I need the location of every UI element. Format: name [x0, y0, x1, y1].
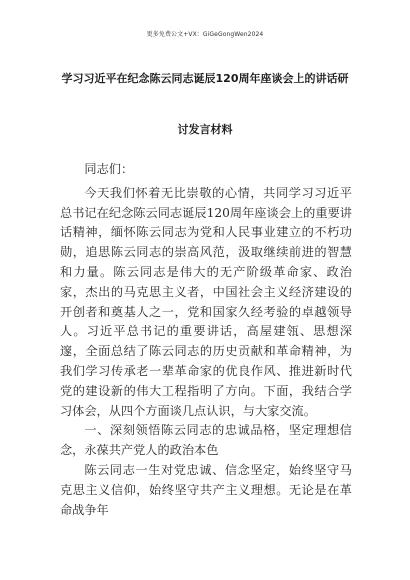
document-body: [60, 160, 352, 520]
document-title-line-2: 讨发言材料: [177, 123, 233, 136]
body-paragraph-intro: 今天我们怀着无比崇敬的心情，共同学习习近平总书记在纪念陈云同志诞辰120周年座谈会上的重要讲话精神，缅怀陈云同志为党和人民事业建立的不朽功勋，追思陈云同志的崇高风范，汲取继续前进的智慧和力量。陈云同志是伟大的无产阶级革命家、政治家，杰出的马克思主义者，中国社会主义经济建设的开创者和奠基人之一，党和国家久经考验的卓越领导人。习近平总书记的重要讲话，高屋建瓴、思想深邃，全面总结了陈云同志的历史贡献和革命精神，为我们学习传承老一辈革命家的优良作风、推进新时代党的建设新的伟大工程指明了方向。下面，我结合学习体会，从四个方面谈几点认识，与大家交流。: [60, 185, 352, 418]
salutation: 同志们：: [84, 162, 134, 176]
header-note: 更多免费公文+VX：GiGeGongWen2024: [146, 31, 264, 38]
section-heading-1: 一、深刻领悟陈云同志的忠诚品格，坚定理想信念，永葆共产党人的政治本色: [60, 423, 352, 458]
document-title-line-1: 学习习近平在纪念陈云同志诞辰120周年座谈会上的讲话研: [61, 72, 349, 85]
body-paragraph-section-1: 陈云同志一生对党忠诚、信念坚定，始终坚守马克思主义信仰，始终坚守共产主义理想。无论是在革命战争年: [60, 462, 352, 517]
